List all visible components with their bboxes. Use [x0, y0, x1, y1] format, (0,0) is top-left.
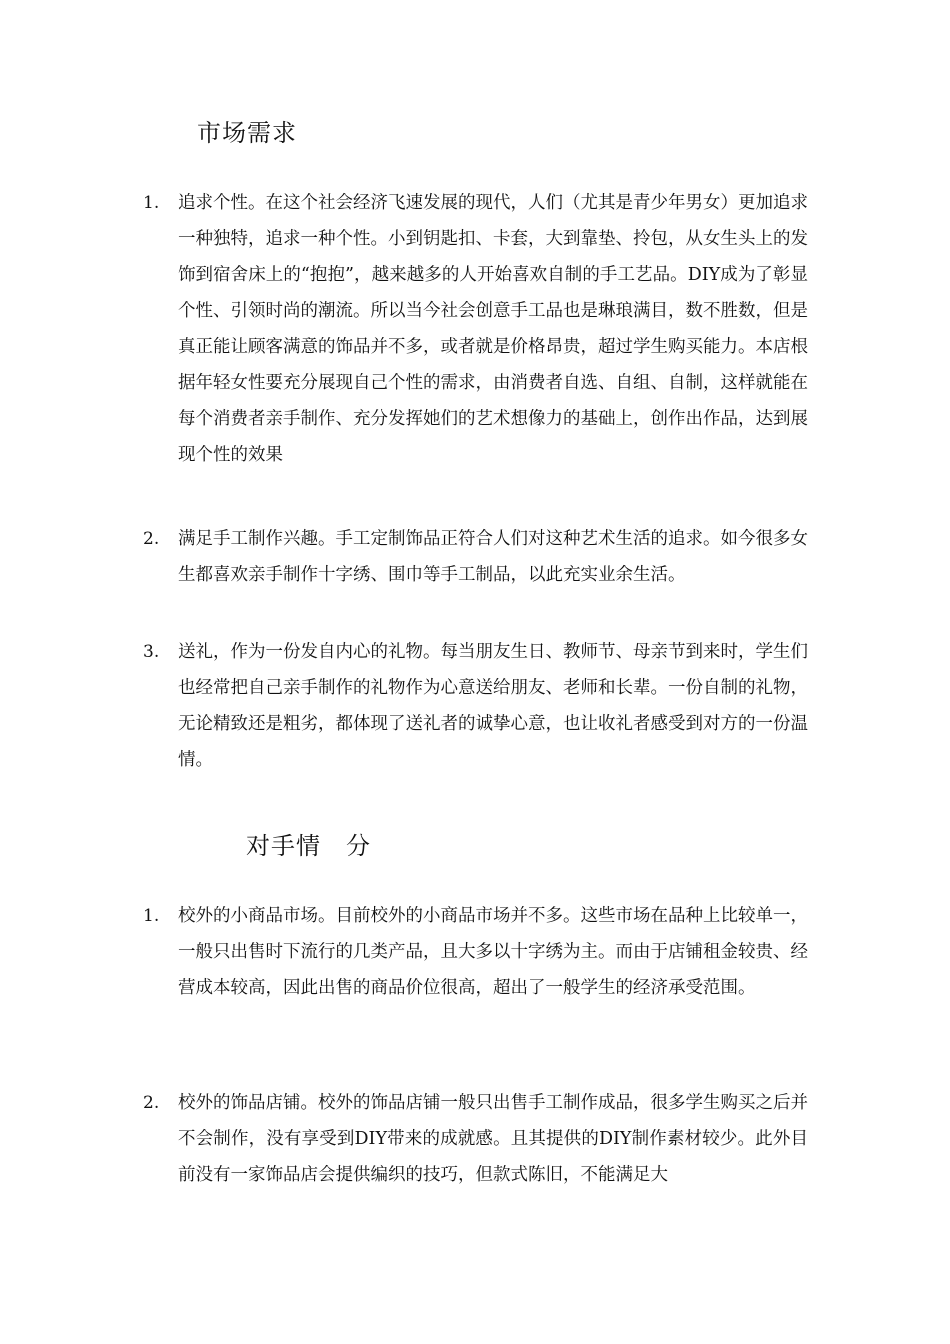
list-item-number: 2. — [143, 1093, 160, 1113]
list-item-number: 1. — [143, 193, 160, 213]
section-heading-market-demand: 市场需求 — [197, 119, 297, 147]
list-item-text: 追求个性。在这个社会经济飞速发展的现代，人们（尤其是青少年男女）更加追求一种独特，追求一种个性。小到钥匙扣、卡套，大到靠垫、拎包，从女生头上的发饰到宿舍床上的“抱抱”，越来越多的人开始喜欢自制的手工艺品。DIY成为了彰显个性、引领时尚的潮流。所以当今社会创意手工品也是琳琅满目，数不胜数，但是真正能让顾客满意的饰品并不多，或者就是价格昂贵，超过学生购买能力。本店根据年轻女性要充分展现自己个性的需求，由消费者自选、自组、自制，这样就能在每个消费者亲手制作、充分发挥她们的艺术想像力的基础上，创作出作品，达到展现个性的效果 — [178, 193, 808, 465]
list-item-number: 3. — [143, 642, 160, 662]
list-item-number: 1. — [143, 906, 160, 926]
list-item-text: 满足手工制作兴趣。手工定制饰品正符合人们对这种艺术生活的追求。如今很多女生都喜欢亲手制作十字绣、围巾等手工制品，以此充实业余生活。 — [178, 529, 808, 585]
list-item-number: 2. — [143, 529, 160, 549]
list-item-text: 校外的小商品市场。目前校外的小商品市场并不多。这些市场在品种上比较单一，一般只出售时下流行的几类产品，且大多以十字绣为主。而由于店铺租金较贵、经营成本较高，因此出售的商品价位很高，超出了一般学生的经济承受范围。 — [178, 906, 808, 998]
list-item-text: 送礼，作为一份发自内心的礼物。每当朋友生日、教师节、母亲节到来时，学生们也经常把自己亲手制作的礼物作为心意送给朋友、老师和长辈。一份自制的礼物，无论精致还是粗劣，都体现了送礼者的诚挚心意，也让收礼者感受到对方的一份温情。 — [178, 642, 808, 770]
section-heading-competitor-analysis: 对手情 分 — [246, 832, 371, 860]
list-item-text: 校外的饰品店铺。校外的饰品店铺一般只出售手工制作成品，很多学生购买之后并不会制作，没有享受到DIY带来的成就感。且其提供的DIY制作素材较少。此外目前没有一家饰品店会提供编织的技巧，但款式陈旧，不能满足大 — [178, 1093, 808, 1185]
